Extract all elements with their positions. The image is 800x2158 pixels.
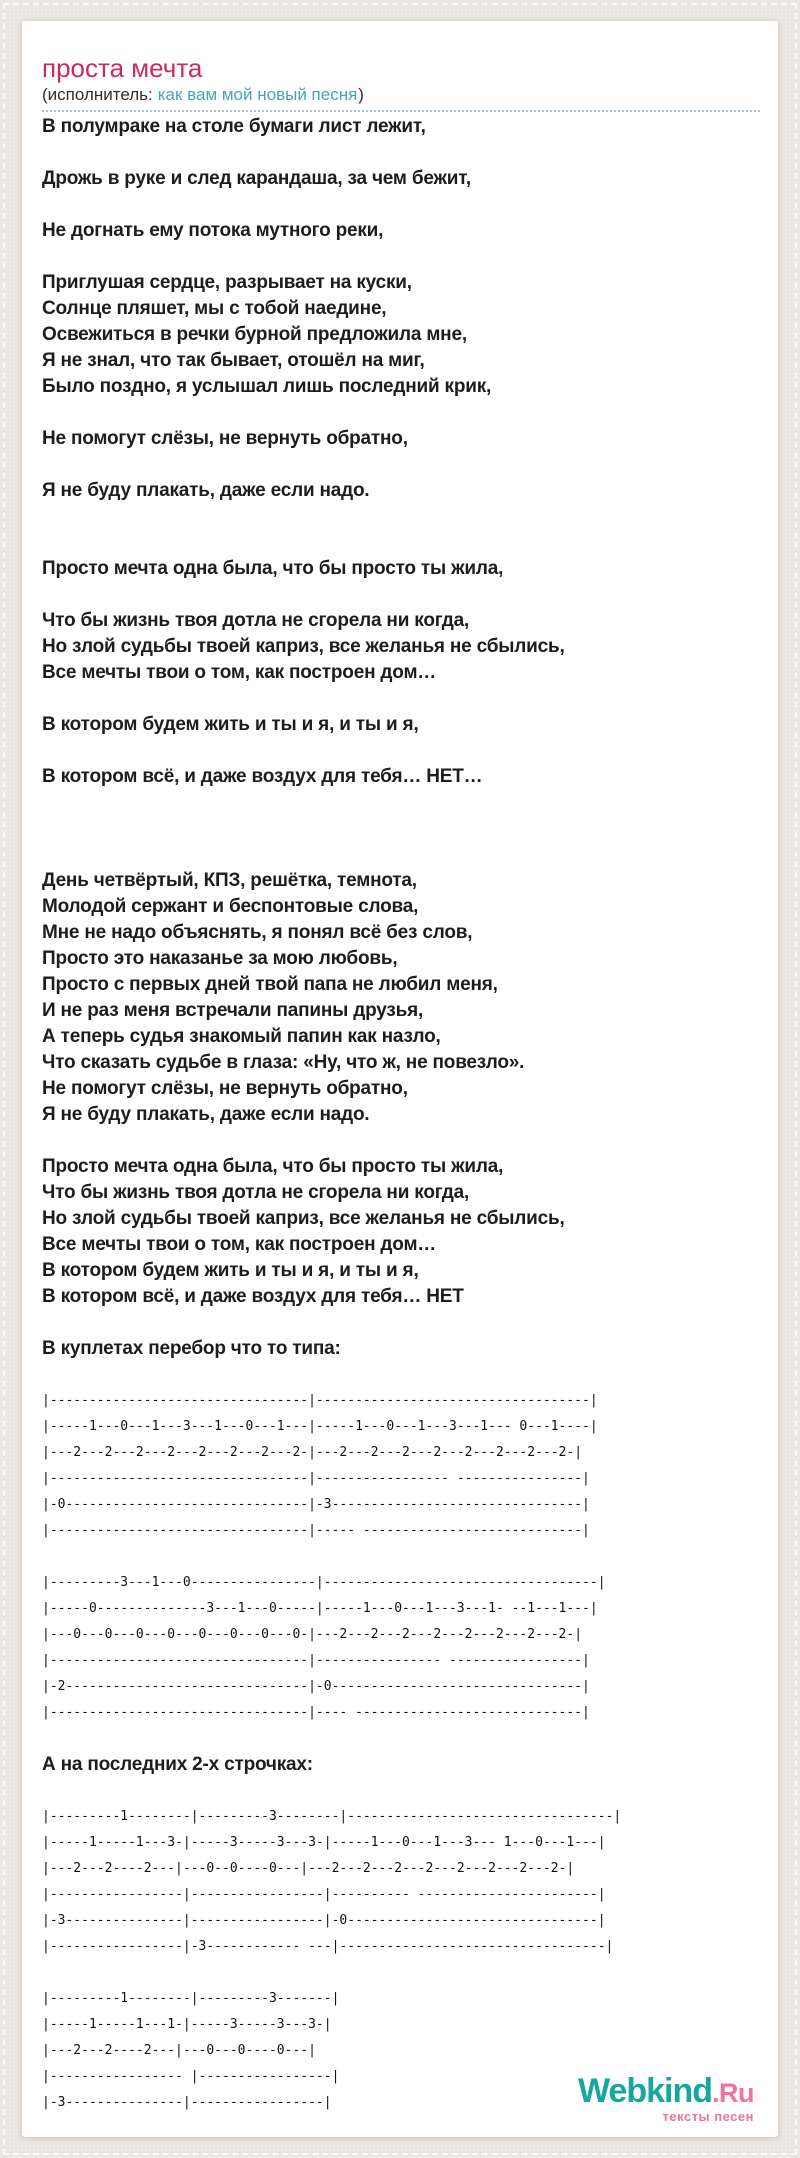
lyric-line: Что бы жизнь твоя дотла не сгорела ни когда, [42, 1182, 470, 1203]
lyric-line: Все мечты твои о том, как построен дом… [42, 662, 437, 683]
guitar-tab-line: |---2---2---2---2---2---2---2---2-|---2---2---2---2---2---2---2---2-| [42, 1445, 583, 1460]
lyric-line: День четвёртый, КПЗ, решётка, темнота, [42, 870, 417, 891]
webkind-logo-link[interactable] [578, 2074, 754, 2123]
lyric-line: Солнце пляшет, мы с тобой наедине, [42, 298, 387, 319]
lyric-line [42, 452, 760, 478]
guitar-tab-line: |---------1--------|---------3-------| [42, 1991, 340, 2006]
lyric-line: Я не знал, что так бывает, отошёл на миг, [42, 350, 425, 371]
lyric-line [42, 140, 760, 166]
guitar-tab-line: |---0---0---0---0---0---0---0---0-|---2---2---2---2---2---2---2---2-| [42, 1627, 583, 1642]
guitar-tab-line: |-----0--------------3---1---0-----|-----1---0---1---3---1- --1---1---| [42, 1601, 598, 1616]
lyric-line: В котором всё, и даже воздух для тебя… НЕТ… [42, 766, 483, 787]
guitar-tab-line: |---------------------------------|----------------- ----------------| [42, 1471, 590, 1486]
lyric-line [42, 582, 760, 608]
lyric-line: Не помогут слёзы, не вернуть обратно, [42, 428, 408, 449]
lyric-line [42, 400, 760, 426]
guitar-tab-line: |---------------------------------|----- ----------------------------| [42, 1523, 590, 1538]
performer-label: (исполнитель: [42, 85, 153, 104]
lyric-line [42, 530, 760, 556]
lyric-line [42, 842, 760, 868]
lyric-line [42, 504, 760, 530]
lyric-line: Я не буду плакать, даже если надо. [42, 1104, 370, 1125]
spacer-row [42, 1310, 760, 1336]
lyric-line: Просто это наказанье за мою любовь, [42, 948, 398, 969]
performer-link[interactable]: как вам мой новый песня [157, 85, 358, 104]
guitar-tab-line: |---2---2----2---|---0--0----0---|---2---2---2---2---2---2---2---2-| [42, 1861, 575, 1876]
lyric-line: В котором будем жить и ты и я, и ты и я, [42, 1260, 419, 1281]
lyric-line: Что сказать судьбе в глаза: «Ну, что ж, не повезло». [42, 1052, 525, 1073]
dotted-separator [42, 110, 760, 112]
lyric-line: Просто мечта одна была, что бы просто ты жила, [42, 558, 504, 579]
lyric-line: Но злой судьбы твоей каприз, все желанья не сбылись, [42, 1208, 565, 1229]
lyric-line: А теперь судья знакомый папин как назло, [42, 1026, 441, 1047]
guitar-tab-line: |---------3---1---0----------------|-----------------------------------| [42, 1575, 606, 1590]
performer-suffix: ) [358, 85, 364, 104]
lyric-line: Дрожь в руке и след карандаша, за чем бежит, [42, 168, 472, 189]
spacer-row [42, 1362, 760, 1388]
lyric-line [42, 244, 760, 270]
lyric-line: Но злой судьбы твоей каприз, все желанья не сбылись, [42, 636, 565, 657]
lyric-line: Что бы жизнь твоя дотла не сгорела ни когда, [42, 610, 470, 631]
guitar-tab-line: |---------------------------------|-----------------------------------| [42, 1393, 598, 1408]
lyric-line: Мне не надо объяснять, я понял всё без слов, [42, 922, 473, 943]
song-page-card [22, 21, 778, 2137]
content-rows [42, 114, 760, 2116]
lyric-line: В котором будем жить и ты и я, и ты и я, [42, 714, 419, 735]
lyric-line: Просто с первых дней твой папа не любил меня, [42, 974, 498, 995]
lyric-line: Молодой сержант и беспонтовые слова, [42, 896, 419, 917]
lyric-line: В котором всё, и даже воздух для тебя… НЕТ [42, 1286, 464, 1307]
lyric-line [42, 790, 760, 816]
lyric-line [42, 192, 760, 218]
lyric-line: В полумраке на столе бумаги лист лежит, [42, 116, 426, 137]
lyric-line [42, 1128, 760, 1154]
guitar-tab-line: |-3---------------|-----------------| [42, 2095, 332, 2110]
lyric-line: Все мечты твои о том, как построен дом… [42, 1234, 437, 1255]
guitar-tab-line: |-----------------|-----------------|---------- -----------------------| [42, 1887, 606, 1902]
guitar-tab-line: |-----1-----1---1-|-----3-----3---3-| [42, 2017, 332, 2032]
guitar-tab-line: |---2---2----2---|---0---0----0---| [42, 2043, 316, 2058]
lyric-line: И не раз меня встречали папины друзья, [42, 1000, 424, 1021]
lyric-line: Освежиться в речки бурной предложила мне, [42, 324, 467, 345]
guitar-tab-line: |-0-------------------------------|-3--------------------------------| [42, 1497, 590, 1512]
guitar-tab-line: |-3---------------|-----------------|-0--------------------------------| [42, 1913, 606, 1928]
lyric-line: Я не буду плакать, даже если надо. [42, 480, 370, 501]
section-label: А на последних 2-х строчках: [42, 1754, 313, 1775]
lyric-line: Приглушая сердце, разрывает на куски, [42, 272, 412, 293]
section-label: В куплетах перебор что то типа: [42, 1338, 341, 1359]
guitar-tab-line: |---------1--------|---------3--------|----------------------------------| [42, 1809, 622, 1824]
guitar-tab-line: |----------------- |-----------------| [42, 2069, 340, 2084]
performer-line [42, 84, 760, 105]
guitar-tab-line: |-----1-----1---3-|-----3-----3---3-|-----1---0---1---3--- 1---0---1---| [42, 1835, 606, 1850]
spacer-row [42, 1544, 760, 1570]
spacer-row [42, 1726, 760, 1752]
guitar-tab-line: |-2-------------------------------|-0--------------------------------| [42, 1679, 590, 1694]
lyric-line: Не догнать ему потока мутного реки, [42, 220, 384, 241]
logo-ru-text: .Ru [712, 2078, 754, 2108]
logo-tagline: тексты песен [662, 2109, 754, 2124]
guitar-tab-line: |-----1---0---1---3---1---0---1---|-----1---0---1---3---1--- 0---1----| [42, 1419, 598, 1434]
guitar-tab-line: |---------------------------------|---------------- -----------------| [42, 1653, 590, 1668]
lyric-line: Было поздно, я услышал лишь последний крик, [42, 376, 492, 397]
lyric-line [42, 686, 760, 712]
page-title: проста мечта [42, 53, 203, 83]
spacer-row [42, 1778, 760, 1804]
logo-webkind-text: Webkind [577, 2072, 712, 2110]
lyric-line [42, 738, 760, 764]
guitar-tab-line: |---------------------------------|---- -----------------------------| [42, 1705, 590, 1720]
lyric-line: Просто мечта одна была, что бы просто ты жила, [42, 1156, 504, 1177]
guitar-tab-line: |-----------------|-3------------ ---|----------------------------------| [42, 1939, 614, 1954]
spacer-row [42, 1960, 760, 1986]
lyric-line: Не помогут слёзы, не вернуть обратно, [42, 1078, 408, 1099]
lyric-line [42, 816, 760, 842]
